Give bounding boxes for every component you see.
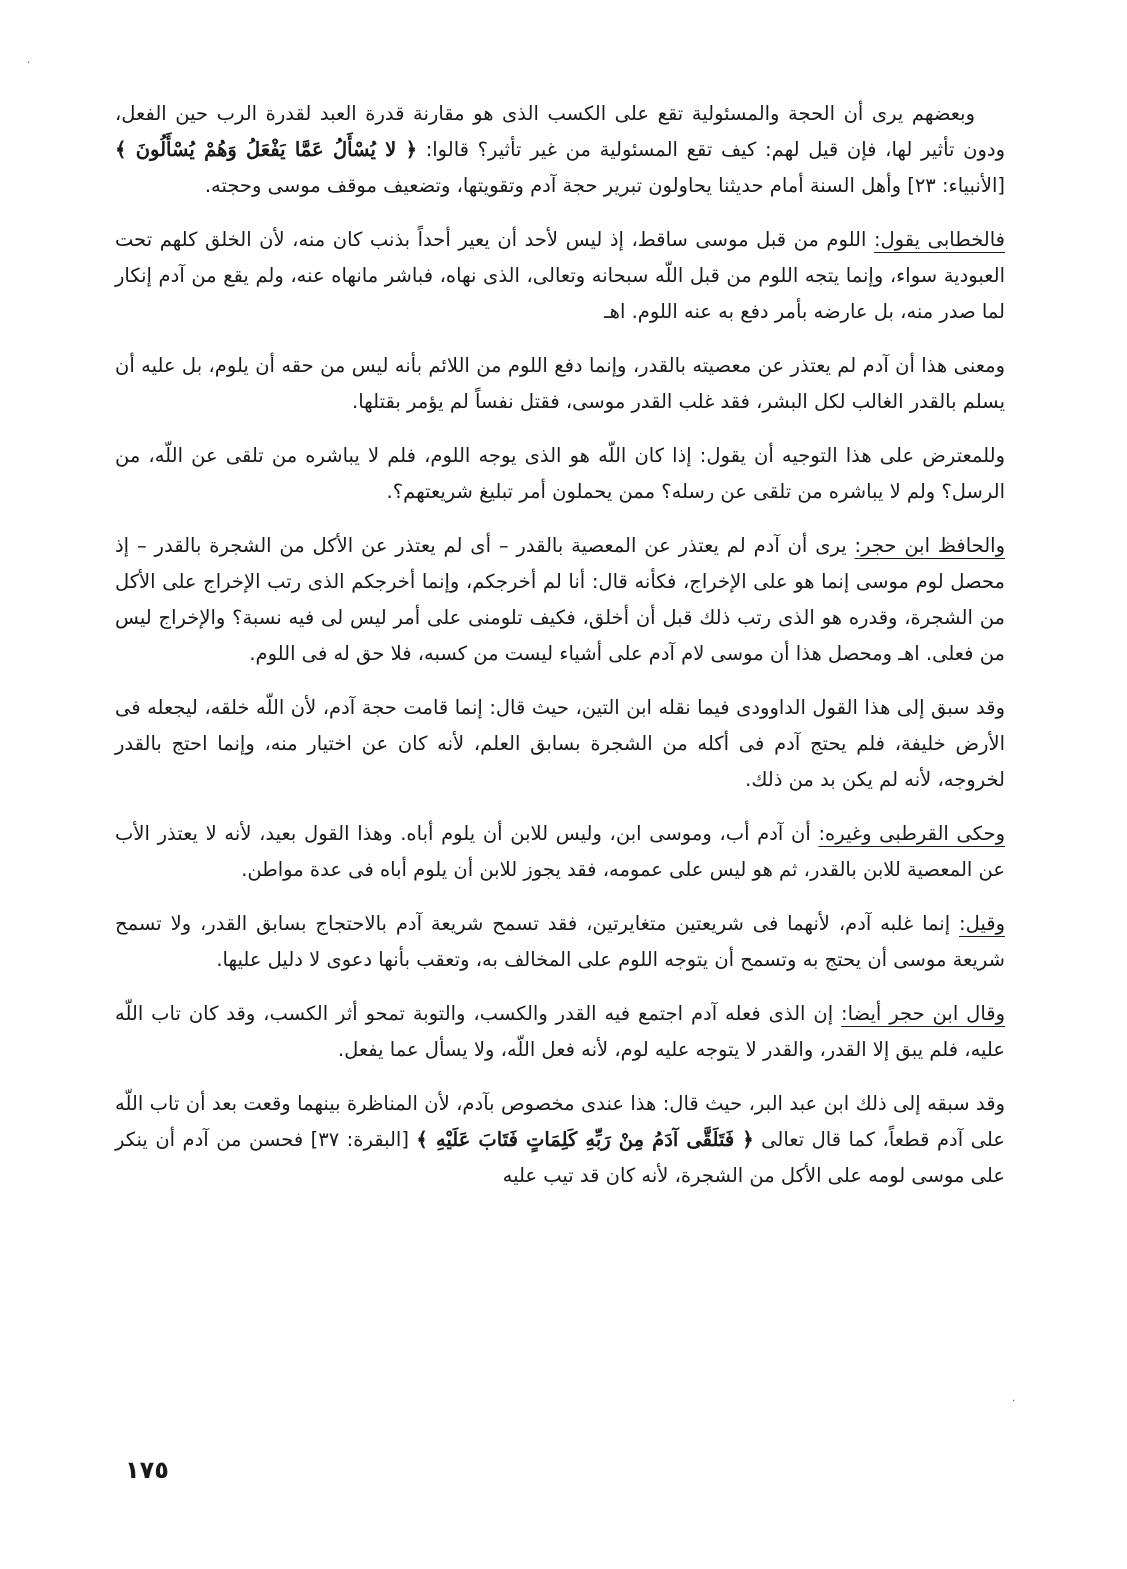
paragraph-text: اللوم من قبل موسى ساقط، إذ ليس لأحد أن يعير أحداً بذنب كان منه، لأن الخلق كلهم تحت العبودية سواء، وإنما يتجه اللوم من قبل اللّه سبحانه وتعالى، الذى نهاه، فباشر مانهاه عنه، ولم يقع من آدم إنكار لما صدر منه، بل عارضه بأمر دفع به عنه اللوم. اهـ — [115, 228, 1005, 323]
paragraph-1 — [115, 96, 1005, 204]
quran-verse: ﴿ فَتَلَقَّى آدَمُ مِنْ رَبِّهِ كَلِمَاتٍ فَتَابَ عَلَيْهِ ﴾ — [416, 1128, 754, 1151]
paragraph-8 — [115, 906, 1005, 978]
paragraph-text-continued: [البقرة: ٣٧] فحسن من آدم أن ينكر على موسى لومه على الأكل من الشجرة، لأنه كان قد تيب عليه — [115, 1128, 1005, 1187]
paragraph-5 — [115, 528, 1005, 672]
paragraph-text: وبعضهم يرى أن الحجة والمسئولية تقع على الكسب الذى هو مقارنة قدرة العبد لقدرة الرب حين الفعل، ودون تأثير لها، فإن قيل لهم: كيف تقع المسئولية من غير تأثير؟ قالوا: — [115, 102, 1005, 161]
paragraph-text: يرى أن آدم لم يعتذر عن المعصية بالقدر – أى لم يعتذر عن الأكل من الشجرة بالقدر – إذ محصل لوم موسى إنما هو على الإخراج، فكأنه قال: أنا لم أخرجكم، وإنما أخرجكم الذى رتب الإخراج على الأكل من الشجرة، وقدره هو الذى رتب ذلك قبل أن أخلق، فكيف تلومنى على أمر ليس لى فيه نسبة؟ والإخراج ليس من فعلى. اهـ ومحصل هذا أن موسى لام آدم على أشياء ليست من كسبه، فلا حق له فى اللوم. — [115, 534, 1005, 665]
document-page — [115, 96, 1005, 1212]
paragraph-text: أن آدم أب، وموسى ابن، وليس للابن أن يلوم أباه. وهذا القول بعيد، لأنه لا يعتذر الأب عن المعصية للابن بالقدر، ثم هو ليس على عمومه، فقد يجوز للابن أن يلوم أباه فى عدة مواطن. — [115, 822, 1005, 881]
paragraph-text: إن الذى فعله آدم اجتمع فيه القدر والكسب، والتوبة تمحو أثر الكسب، وقد كان تاب اللّه عليه، فلم يبق إلا القدر، والقدر لا يتوجه عليه لوم، لأنه فعل اللّه، ولا يسأل عما يفعل. — [115, 1002, 1005, 1061]
scan-speck: · — [1012, 1396, 1016, 1407]
paragraph-lead: وحكى القرطبى وغيره: — [818, 822, 1005, 845]
paragraph-lead: فالخطابى يقول: — [873, 228, 1005, 251]
paragraph-9 — [115, 996, 1005, 1068]
paragraph-lead: وقيل: — [959, 912, 1005, 935]
quran-verse: ﴿ لا يُسْأَلُ عَمَّا يَفْعَلُ وَهُمْ يُسْأَلُونَ ﴾ — [115, 138, 417, 161]
page-number: ١٧٥ — [125, 1456, 169, 1484]
paragraph-lead: والحافظ ابن حجر: — [854, 534, 1005, 557]
paragraph-6 — [115, 690, 1005, 798]
paragraph-7 — [115, 816, 1005, 888]
paragraph-10 — [115, 1086, 1005, 1194]
paragraph-text: إنما غلبه آدم، لأنهما فى شريعتين متغايرتين، فقد تسمح شريعة آدم بالاحتجاج بسابق القدر، ولا تسمح شريعة موسى أن يحتج به وتسمح أن يتوجه اللوم على المخالف به، وتعقب بأنها دعوى لا دليل عليها. — [115, 912, 1005, 971]
paragraph-text: ومعنى هذا أن آدم لم يعتذر عن معصيته بالقدر، وإنما دفع اللوم من اللائم بأنه ليس من حقه أن يلوم، بل عليه أن يسلم بالقدر الغالب لكل البشر، فقد غلب القدر موسى، فقتل نفساً لم يؤمر بقتلها. — [115, 354, 1005, 413]
paragraph-text: وقد سبق إلى هذا القول الداوودى فيما نقله ابن التين، حيث قال: إنما قامت حجة آدم، لأن اللّه خلقه، ليجعله فى الأرض خليفة، فلم يحتج آدم فى أكله من الشجرة بسابق العلم، لأنه كان عن اختيار منه، وإنما احتج بالقدر لخروجه، لأنه لم يكن بد من ذلك. — [115, 696, 1005, 791]
paragraph-text: وقد سبقه إلى ذلك ابن عبد البر، حيث قال: هذا عندى مخصوص بآدم، لأن المناظرة بينهما وقعت بعد أن تاب اللّه على آدم قطعاً، كما قال تعالى — [115, 1092, 1005, 1151]
scan-speck: · — [27, 58, 31, 69]
paragraph-2 — [115, 222, 1005, 330]
paragraph-3 — [115, 348, 1005, 420]
paragraph-4 — [115, 438, 1005, 510]
paragraph-lead: وقال ابن حجر أيضا: — [841, 1002, 1005, 1025]
paragraph-text: وللمعترض على هذا التوجيه أن يقول: إذا كان اللّه هو الذى يوجه اللوم، فلم لا يباشره من تلقى عن اللّه، من الرسل؟ ولم لا يباشره من تلقى عن رسله؟ ممن يحملون أمر تبليغ شريعتهم؟. — [115, 444, 1005, 503]
paragraph-text-continued: [الأنبياء: ٢٣] وأهل السنة أمام حديثنا يحاولون تبرير حجة آدم وتقويتها، وتضعيف موقف موسى وحجته. — [204, 174, 1005, 197]
